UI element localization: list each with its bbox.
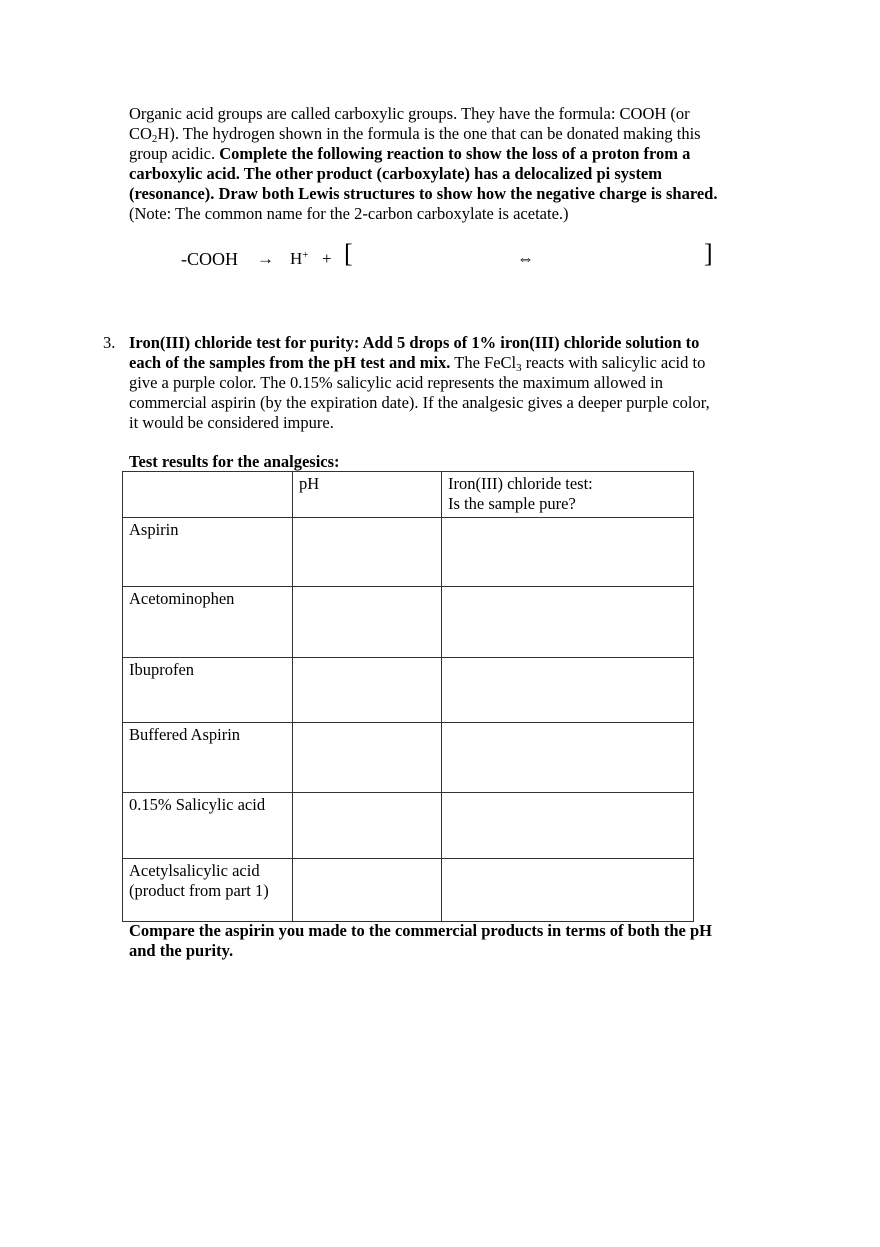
purity-cell-aspirin[interactable]	[442, 518, 694, 587]
conclusion-line-1: Compare the aspirin you made to the commercial products in terms of both the pH	[129, 921, 712, 940]
sample-name-ibuprofen: Ibuprofen	[123, 658, 293, 723]
reaction-arrow: →	[257, 249, 274, 268]
intro-line-1: Organic acid groups are called carboxylic groups. They have the formula: COOH (or	[129, 104, 690, 123]
ph-cell-salicylic-acid[interactable]	[293, 793, 442, 859]
q3-line-3: give a purple color. The 0.15% salicylic acid represents the maximum allowed in	[129, 373, 663, 392]
reactant-cooh: -COOH	[181, 249, 238, 269]
intro-line-3: group acidic. Complete the following reaction to show the loss of a proton from a	[129, 144, 691, 163]
purity-cell-salicylic-acid[interactable]	[442, 793, 694, 859]
ph-cell-acetylsalicylic-acid[interactable]	[293, 859, 442, 922]
intro-line-5: (resonance). Draw both Lewis structures to show how the negative charge is shared.	[129, 184, 718, 203]
q3-line-4: commercial aspirin (by the expiration date). If the analgesic gives a deeper purple color,	[129, 393, 710, 412]
table-header-row	[123, 472, 694, 518]
header-sample	[123, 472, 293, 518]
ph-cell-aspirin[interactable]	[293, 518, 442, 587]
results-table	[122, 471, 694, 922]
sample-name-buffered-aspirin: Buffered Aspirin	[123, 723, 293, 793]
table-caption: Test results for the analgesics:	[129, 452, 340, 471]
sample-name-acetylsalicylic-acid: Acetylsalicylic acid (product from part 1)	[123, 859, 293, 922]
conclusion-prompt	[129, 921, 769, 961]
table-row	[123, 518, 694, 587]
header-ph: pH	[293, 472, 442, 518]
conclusion-line-2: and the purity.	[129, 941, 234, 960]
sample-name-acetominophen: Acetominophen	[123, 587, 293, 658]
q3-line-2: each of the samples from the pH test and mix. The FeCl$_3$ reacts with salicylic acid to	[129, 353, 706, 374]
intro-paragraph	[129, 104, 769, 224]
plus-sign: +	[322, 249, 332, 268]
q3-line-1: Iron(III) chloride test for purity: Add 5 drops of 1% iron(III) chloride solution to	[129, 333, 700, 352]
purity-cell-ibuprofen[interactable]	[442, 658, 694, 723]
purity-cell-buffered-aspirin[interactable]	[442, 723, 694, 793]
purity-cell-acetominophen[interactable]	[442, 587, 694, 658]
ph-cell-buffered-aspirin[interactable]	[293, 723, 442, 793]
header-fecl-test: Iron(III) chloride test: Is the sample pure?	[442, 472, 694, 518]
table-row	[123, 658, 694, 723]
ph-cell-ibuprofen[interactable]	[293, 658, 442, 723]
intro-line-6: (Note: The common name for the 2-carbon carboxylate is acetate.)	[129, 204, 569, 223]
sample-name-aspirin: Aspirin	[123, 518, 293, 587]
table-row	[123, 587, 694, 658]
purity-cell-acetylsalicylic-acid[interactable]	[442, 859, 694, 922]
intro-line-2: $CO_2H$). The hydrogen shown in the formula is the one that can be donated making this	[129, 124, 701, 145]
proton: H+	[290, 249, 309, 268]
intro-line-4: carboxylic acid. The other product (carboxylate) has a delocalized pi system	[129, 164, 663, 183]
question-number: 3.	[103, 333, 116, 352]
sample-name-salicylic-acid: 0.15% Salicylic acid	[123, 793, 293, 859]
resonance-arrow: ⇔	[517, 249, 534, 268]
table-row	[123, 723, 694, 793]
q3-line-5: it would be considered impure.	[129, 413, 334, 432]
open-bracket: [	[344, 239, 353, 268]
table-row	[123, 859, 694, 922]
question-3-text	[129, 333, 769, 433]
reaction-equation	[0, 239, 880, 276]
ph-cell-acetominophen[interactable]	[293, 587, 442, 658]
table-row	[123, 793, 694, 859]
close-bracket: ]	[704, 239, 713, 268]
